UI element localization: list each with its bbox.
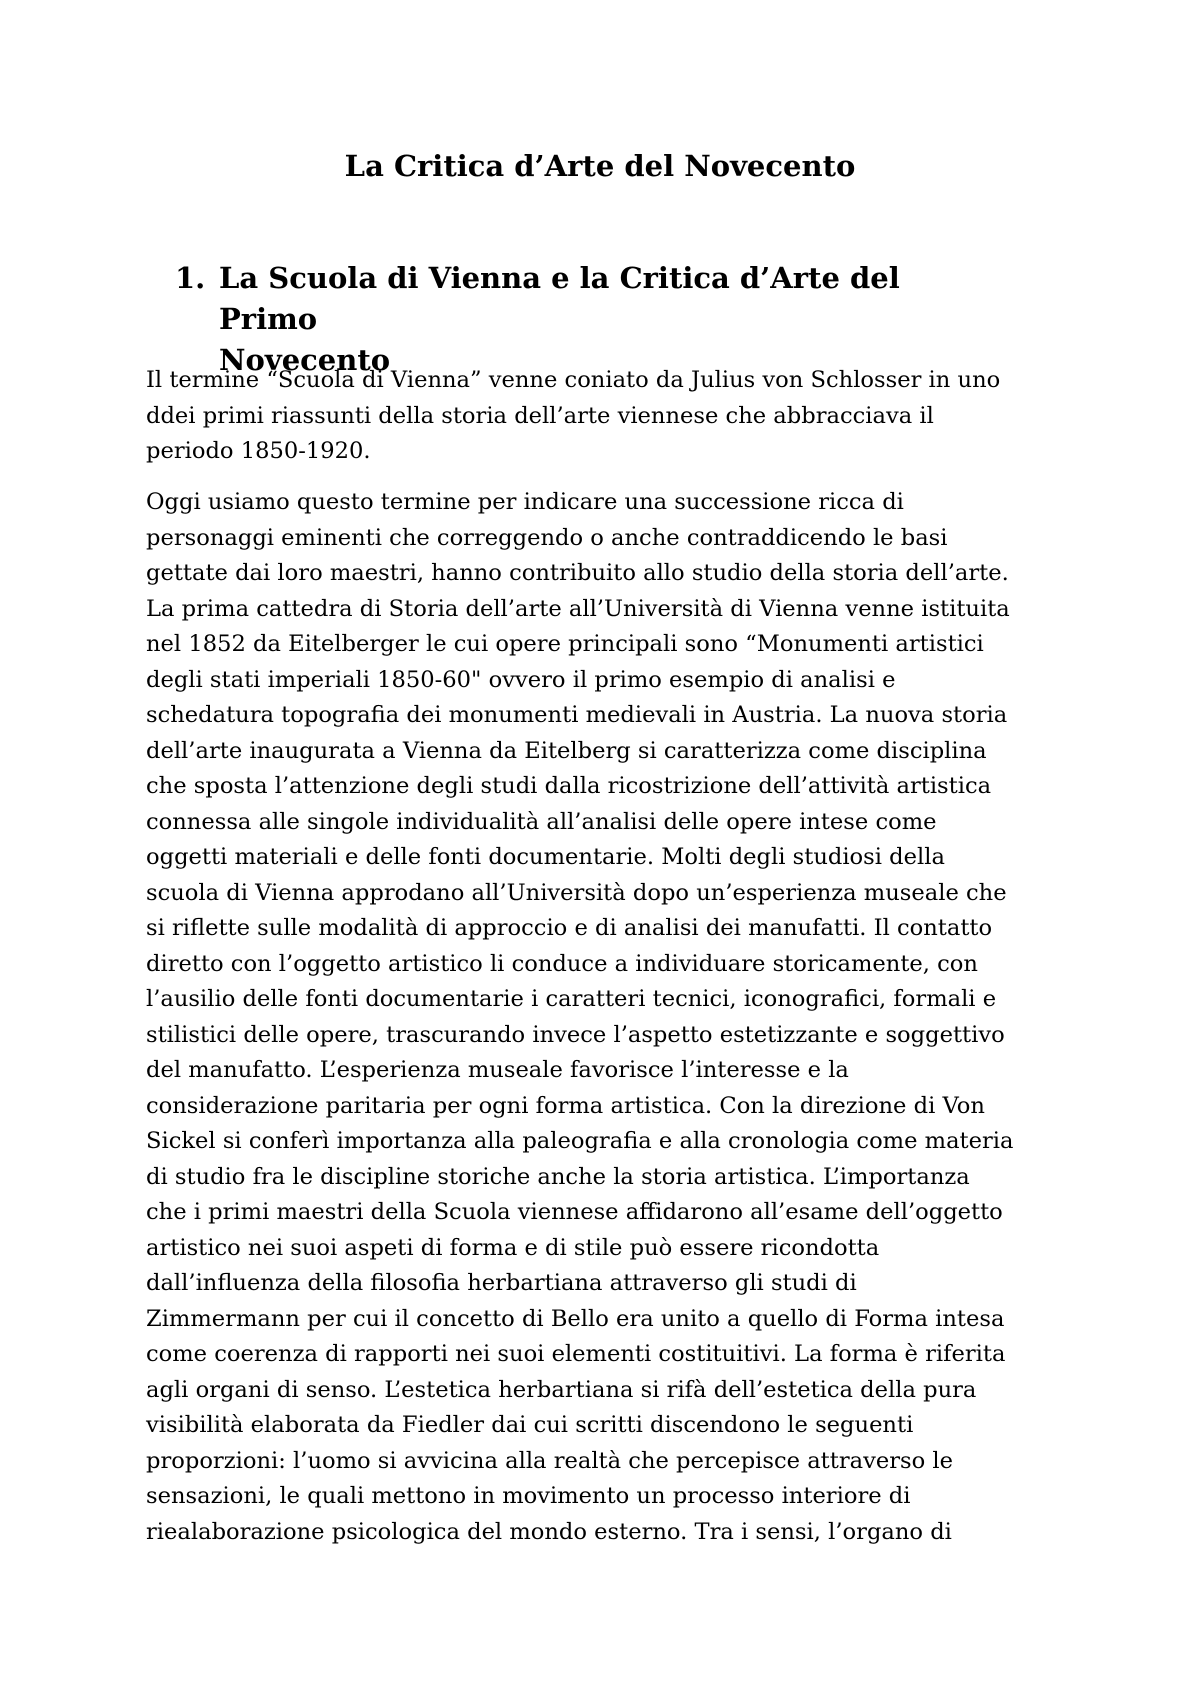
section-heading-line: La Scuola di Vienna e la Critica d’Arte del Primo: [219, 261, 900, 336]
paragraph-line: ddei primi riassunti della storia dell’arte viennese che abbracciava il: [146, 402, 934, 429]
paragraph: [146, 485, 1066, 1550]
paragraph-line: che sposta l’attenzione degli studi dalla ricostrizione dell’attività artistica: [146, 773, 992, 799]
paragraph-line: visibilità elaborata da Fiedler dai cui scritti discendono le seguenti: [146, 1412, 914, 1438]
paragraph-line: periodo 1850-1920.: [146, 438, 371, 464]
paragraph-line: proporzioni: l’uomo si avvicina alla realtà che percepisce attraverso le: [146, 1447, 954, 1474]
paragraph-line: stilistici delle opere, trascurando invece l’aspetto estetizzante e soggettivo: [146, 1021, 1005, 1048]
paragraph-line: connessa alle singole individualità all’analisi delle opere intese come: [146, 808, 937, 835]
paragraph-line: Sickel si conferì importanza alla paleografia e alla cronologia come materia: [146, 1128, 1014, 1154]
paragraph-line: si riflette sulle modalità di approccio e di analisi dei manufatti. Il contatto: [146, 915, 993, 941]
paragraph-line: che i primi maestri della Scuola viennese affidarono all’esame dell’oggetto: [146, 1199, 1003, 1225]
paragraph-line: nel 1852 da Eitelberger le cui opere principali sono “Monumenti artistici: [146, 631, 984, 657]
paragraph-line: agli organi di senso. L’estetica herbartiana si rifà dell’estetica della pura: [146, 1376, 977, 1403]
paragraph-line: diretto con l’oggetto artistico li conduce a individuare storicamente, con: [146, 950, 978, 977]
paragraph-line: degli stati imperiali 1850-60" ovvero il primo esempio di analisi e: [146, 666, 896, 693]
paragraph-line: dall’influenza della filosofia herbartiana attraverso gli studi di: [146, 1270, 857, 1296]
paragraph-line: schedatura topografia dei monumenti medievali in Austria. La nuova storia: [146, 702, 1008, 728]
paragraph-line: come coerenza di rapporti nei suoi elementi costituitivi. La forma è riferita: [146, 1341, 1006, 1367]
paragraph-line: dell’arte inaugurata a Vienna da Eitelberg si caratterizza come disciplina: [146, 737, 987, 764]
paragraph-line: Zimmermann per cui il concetto di Bello era unito a quello di Forma intesa: [146, 1305, 1005, 1332]
paragraph-line: La prima cattedra di Storia dell’arte all’Università di Vienna venne istituita: [146, 595, 1010, 622]
paragraph-line: oggetti materiali e delle fonti documentarie. Molti degli studiosi della: [146, 844, 945, 870]
paragraph-line: Il termine “Scuola di Vienna” venne coniato da Julius von Schlosser in uno: [146, 367, 1001, 393]
paragraph-line: scuola di Vienna approdano all’Università dopo un’esperienza museale che: [146, 879, 1007, 906]
paragraph-line: sensazioni, le quali mettono in movimento un processo interiore di: [146, 1483, 911, 1509]
paragraph-line: artistico nei suoi aspeti di forma e di stile può essere ricondotta: [146, 1234, 880, 1261]
paragraph-line: gettate dai loro maestri, hanno contribuito allo studio della storia dell’arte.: [146, 560, 1009, 586]
paragraph-line: Oggi usiamo questo termine per indicare una successione ricca di: [146, 489, 904, 515]
paragraph-line: del manufatto. L’esperienza museale favorisce l’interesse e la: [146, 1057, 849, 1083]
paragraph-line: considerazione paritaria per ogni forma artistica. Con la direzione di Von: [146, 1092, 985, 1119]
section-heading-line: Novecento: [219, 343, 391, 377]
section-number: 1.: [175, 261, 206, 295]
paragraph-line: di studio fra le discipline storiche anche la storia artistica. L’importanza: [146, 1163, 970, 1190]
paragraph-line: riealaborazione psicologica del mondo esterno. Tra i sensi, l’organo di: [146, 1518, 952, 1545]
paragraph-line: personaggi eminenti che correggendo o anche contraddicendo le basi: [146, 524, 948, 551]
document-title: La Critica d’Arte del Novecento: [344, 149, 856, 183]
paragraph-line: l’ausilio delle fonti documentarie i caratteri tecnici, iconografici, formali e: [146, 986, 997, 1012]
paragraph: [146, 363, 1066, 470]
